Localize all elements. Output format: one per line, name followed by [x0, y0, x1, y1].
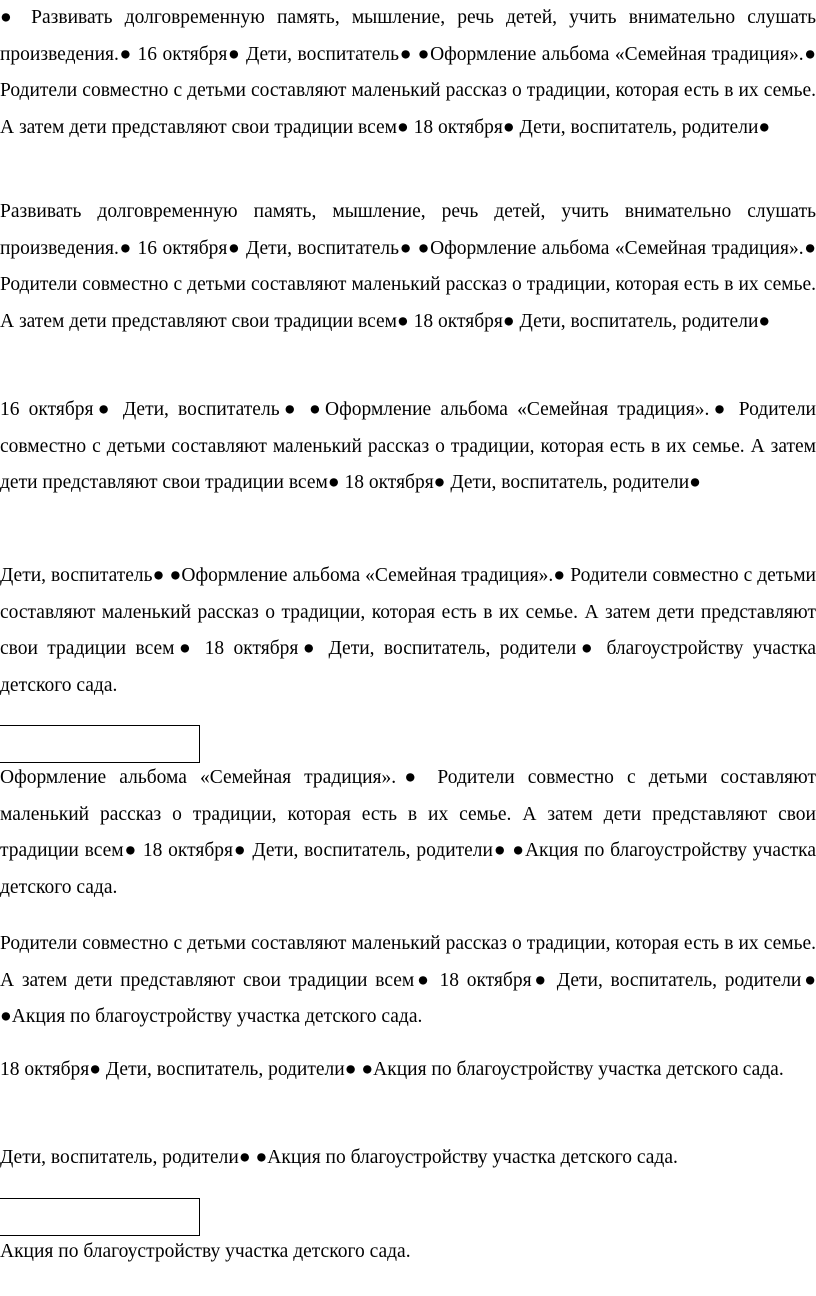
- paragraph-1: ● Развивать долговременную память, мышление, речь детей, учить внимательно слушать произведения.● 16 октября● Дети, воспитатель● ●Оформление альбома «Семейная традиция».● Родители совместно с детьми составляют маленький рассказ о традиции, которая есть в их семье. А затем дети представляют свои традиции всем● 18 октября● Дети, воспитатель, родители●: [0, 7, 816, 138]
- paragraph-7: 18 октября● Дети, воспитатель, родители● ●Акция по благоустройству участка детского сада.: [0, 1059, 784, 1080]
- paragraph-2: Развивать долговременную память, мышление, речь детей, учить внимательно слушать произведения.● 16 октября● Дети, воспитатель● ●Оформление альбома «Семейная традиция».● Родители совместно с детьми составляют маленький рассказ о традиции, которая есть в их семье. А затем дети представляют свои традиции всем● 18 октября● Дети, воспитатель, родители●: [0, 201, 816, 332]
- paragraph-3: 16 октября● Дети, воспитатель● ●Оформление альбома «Семейная традиция».● Родители совместно с детьми составляют маленький рассказ о традиции, которая есть в их семье. А затем дети представляют свои традиции всем● 18 октября● Дети, воспитатель, родители●: [0, 399, 816, 494]
- paragraph-6: Родители совместно с детьми составляют маленький рассказ о традиции, которая есть в их семье. А затем дети представляют свои традиции всем● 18 октября● Дети, воспитатель, родители● ●Акция по благоустройству участка детского сада.: [0, 933, 816, 1028]
- paragraph-8: Дети, воспитатель, родители● ●Акция по благоустройству участка детского сада.: [0, 1147, 678, 1168]
- paragraph-5: Оформление альбома «Семейная традиция».● Родители совместно с детьми составляют маленький рассказ о традиции, которая есть в их семье. А затем дети представляют свои традиции всем● 18 октября● Дети, воспитатель, родители● ●Акция по благоустройству участка детского сада.: [0, 767, 816, 898]
- paragraph-9: Акция по благоустройству участка детского сада.: [0, 1241, 411, 1262]
- empty-table-cell-2: [0, 1198, 200, 1236]
- paragraph-4: Дети, воспитатель● ●Оформление альбома «Семейная традиция».● Родители совместно с детьми составляют маленький рассказ о традиции, которая есть в их семье. А затем дети представляют свои традиции всем● 18 октября● Дети, воспитатель, родители● благоустройству участка детского сада.: [0, 565, 816, 696]
- empty-table-cell-1: [0, 725, 200, 763]
